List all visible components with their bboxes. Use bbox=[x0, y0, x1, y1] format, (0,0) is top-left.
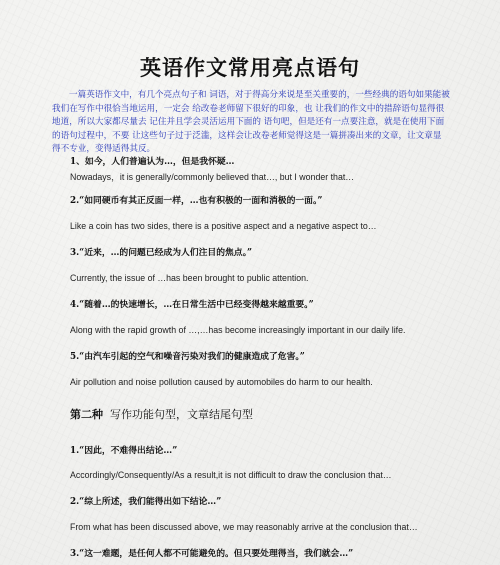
closing-1-chinese: 1.“因此，不难得出结论…” bbox=[70, 446, 178, 456]
sentence-4-english: Along with the rapid growth of …,…has become increasingly important in our daily life. bbox=[70, 325, 406, 335]
closing-1-english: Accordingly/Consequently/As a result,it is not difficult to draw the conclusion that… bbox=[70, 470, 392, 480]
page-title: 英语作文常用亮点语句 bbox=[140, 55, 360, 80]
closing-2-chinese: 2.“综上所述，我们能得出如下结论…” bbox=[70, 497, 222, 507]
sentence-2-english: Like a coin has two sides, there is a positive aspect and a negative aspect to… bbox=[70, 221, 377, 231]
intro-paragraph: 一篇英语作文中，有几个亮点句子和 词语，对于得高分来说是至关重要的，一些经典的语句如果能被我们在写作中很恰当地运用，一定会 给改卷老师留下很好的印象，也 让我们的作文中的措辞语句显得很地道，所以大家都尽量去 记住并且学会灵活运用下面的 语句吧，但是还有一点要注意，就是在使用下面的语句过程中，不要 让这些句子过于泛滥，这样会让改卷老师觉得这是一篇拼凑出来的文章，让文章显得不专业，变得适得其反。 bbox=[52, 90, 450, 155]
closing-3-chinese: 3.“这一难题，是任何人都不可能避免的。但只要处理得当，我们就会…” bbox=[70, 549, 354, 559]
sentence-1-chinese: 1、如今，人们普遍认为…，但是我怀疑… bbox=[70, 157, 235, 167]
section-2-title: 写作功能句型，文章结尾句型 bbox=[110, 408, 253, 421]
sentence-4-chinese: 4.“随着…的快速增长，…在日常生活中已经变得越来越重要。” bbox=[70, 300, 314, 310]
sentence-1-english: Nowadays，it is generally/commonly believed that…, but I wonder that… bbox=[70, 172, 355, 182]
sentence-2-chinese: 2.“如同硬币有其正反面一样，…也有积极的一面和消极的一面。” bbox=[70, 196, 323, 206]
closing-2-english: From what has been discussed above, we may reasonably arrive at the conclusion that… bbox=[70, 522, 418, 532]
sentence-5-english: Air pollution and noise pollution caused by automobiles do harm to our health. bbox=[70, 377, 373, 387]
section-2-heading bbox=[70, 406, 253, 422]
section-2-number: 第二种 bbox=[70, 408, 103, 421]
sentence-5-chinese: 5.“由汽车引起的空气和噪音污染对我们的健康造成了危害。” bbox=[70, 352, 305, 362]
sentence-3-english: Currently, the issue of …has been brought to public attention. bbox=[70, 273, 309, 283]
sentence-3-chinese: 3.“近来，…的问题已经成为人们注目的焦点。” bbox=[70, 248, 253, 258]
